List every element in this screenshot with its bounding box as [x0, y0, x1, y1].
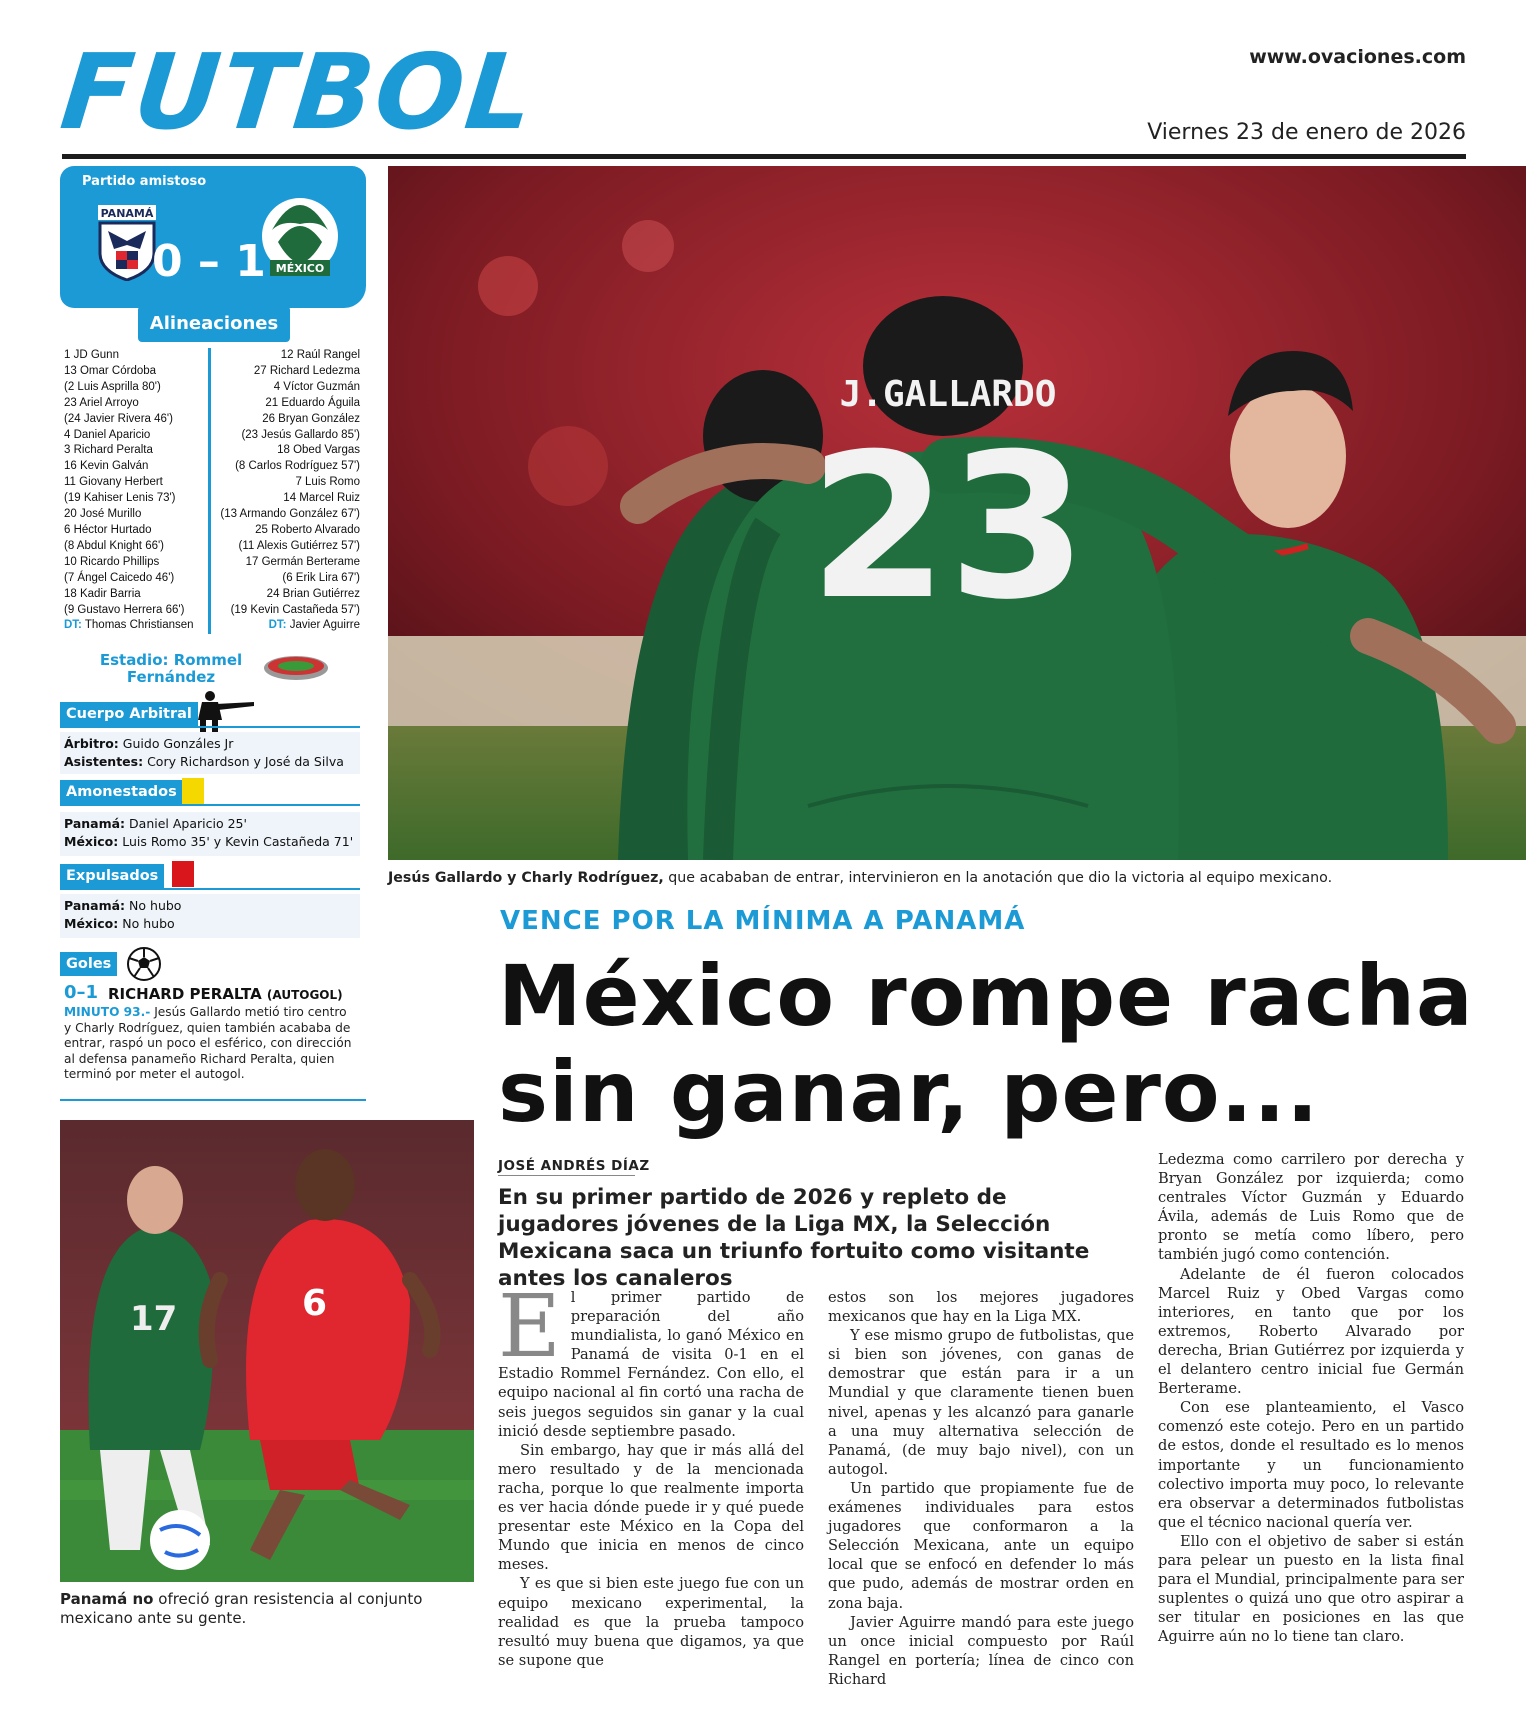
article-paragraph: Ello con el objetivo de saber si están para pelear un puesto en la lista final para el Mundial, principalmente para ser suplentes o quizá uno que otro aspirar a ser titular en posiciones en las que Aguirre aún no lo tiene tan claro. [1158, 1532, 1464, 1646]
lineup-player: 4 Víctor Guzmán [273, 380, 360, 393]
scorer-name: RICHARD PERALTA [108, 985, 262, 1003]
lineup-player: 12 Raúl Rangel [280, 349, 360, 361]
jersey-number: 23 [808, 411, 1088, 644]
red-card-icon [172, 861, 194, 887]
lineup-player: (13 Armando González 67') [220, 508, 360, 521]
mexico-crest-label: MÉXICO [275, 262, 325, 275]
lineup-player: (24 Javier Rivera 46') [64, 412, 173, 425]
goal-minute: MINUTO 93.- [64, 1005, 151, 1019]
article-paragraph: Adelante de él fueron colocados Marcel Ruiz y Obed Vargas como interiores, en tanto que por los extremos, Roberto Alvarado por derecha, Brian Gutiérrez por izquierda y el delantero centro inicial fue Germán Berterame. [1158, 1265, 1464, 1398]
info-label: Árbitro: [64, 736, 119, 751]
article-paragraph: Ledezma como carrilero por derecha y Bryan González por izquierda; como centrales Víctor Guzmán y Eduardo Ávila, además de Luis Romo que de pronto se metía como líbero, pero también jugó como contención. [1158, 1151, 1464, 1264]
section-rule [60, 888, 360, 890]
lineup-player: 25 Roberto Alvarado [255, 523, 360, 536]
jersey-number-panama: 6 [302, 1283, 328, 1324]
lineup-player: 16 Kevin Galván [64, 460, 149, 473]
section-rule [60, 726, 360, 728]
article-column-1 [498, 1277, 804, 1670]
lineup-player: (8 Carlos Rodríguez 57') [235, 460, 360, 473]
info-label: Asistentes: [64, 754, 144, 769]
article-paragraph: Sin embargo, hay que ir más allá del mero resultado y de la mencionada racha, porque lo que realmente importa es ver hacia dónde puede ir y qué puede presentar este México en la Copa del Mundo que inicia en menos de cinco meses. [498, 1441, 804, 1574]
coach-label: DT: [64, 619, 82, 632]
stadium-icon [262, 652, 330, 682]
lineup-player: 14 Marcel Ruiz [283, 492, 360, 505]
yellow-cards-info [60, 812, 360, 856]
goal-description [64, 1005, 354, 1083]
lineup-player: (11 Alexis Gutiérrez 57') [238, 539, 360, 552]
coach-name: Thomas Christiansen [84, 619, 194, 632]
lineup-player: 26 Bryan González [262, 412, 360, 425]
home-lineup [64, 348, 211, 634]
article-kicker: VENCE POR LA MÍNIMA A PANAMÁ [500, 906, 1026, 936]
lineup-player: 18 Kadir Barria [64, 587, 141, 600]
info-label: Panamá: [64, 816, 126, 831]
lineup-player: 7 Luis Romo [295, 476, 360, 489]
main-photo-caption [388, 870, 1332, 886]
goal-score: 0–1 [64, 982, 99, 1003]
lineup-player: (9 Gustavo Herrera 66') [64, 603, 185, 616]
lineup-player: 20 José Murillo [64, 508, 142, 521]
away-coach [212, 618, 360, 634]
lineup-player: (7 Ángel Caicedo 46') [64, 571, 175, 584]
goal-text: Jesús Gallardo metió tiro centro y Charly Rodríguez, quien también acababa de entrar, raspó un poco el esférico, con dirección al defensa panameño Richard Peralta, quien terminó por meter el autogol. [64, 1005, 352, 1082]
lineup-player: 17 Germán Berterame [245, 555, 360, 568]
red-cards-info [60, 894, 360, 938]
article-column-2 [828, 1288, 1134, 1689]
away-lineup [212, 348, 360, 634]
referee-name: Guido Gonzáles Jr [122, 736, 234, 751]
red-away: No hubo [122, 916, 175, 931]
header-rule [62, 154, 1466, 159]
article-paragraph: Un partido que propiamente fue de exámenes individuales para estos jugadores que conformaron a la Selección Mexicana, ante un equipo local que se enfocó en defender lo más que pudo, además de mostrar orden en zona baja. [828, 1479, 1134, 1612]
info-label: México: [64, 916, 119, 931]
final-score: 0 – 1 [152, 236, 266, 287]
second-photo-caption [60, 1590, 470, 1628]
section-rule [60, 1099, 366, 1101]
article-deck: En su primer partido de 2026 y repleto de jugadores jóvenes de la Liga MX, la Selección Mexicana saca un triunfo fortuito como visitante antes los canaleros [498, 1185, 1090, 1291]
soccer-ball-icon [126, 946, 162, 982]
panama-crest-label: PANAMÁ [100, 207, 154, 220]
red-home: No hubo [129, 898, 182, 913]
second-photo [60, 1120, 474, 1582]
assistants-names: Cory Richardson y José da Silva [147, 754, 344, 769]
lineup-player: 1 JD Gunn [64, 349, 119, 361]
yellow-cards-title: Amonestados [60, 780, 183, 804]
info-label: México: [64, 834, 119, 849]
lineup-player: (6 Erik Lira 67') [282, 571, 360, 584]
jersey-name: J.GALLARDO [839, 374, 1057, 415]
main-photo-illustration [388, 166, 1526, 860]
caption-text: que acababan de entrar, intervinieron en la anotación que dio la victoria al equipo mexicano. [668, 870, 1333, 886]
lineups-tab: Alineaciones [138, 306, 290, 342]
yellow-card-icon [182, 778, 204, 804]
lineup-player: (2 Luis Asprilla 80') [64, 380, 161, 393]
coach-name: Javier Aguirre [289, 619, 360, 632]
mexico-crest-icon [258, 190, 342, 282]
article-paragraph: estos son los mejores jugadores mexicanos que hay en la Liga MX. [828, 1289, 1134, 1326]
coach-label: DT: [268, 619, 287, 632]
lineup-player: 24 Brian Gutiérrez [266, 587, 360, 600]
lineup-player: 27 Richard Ledezma [253, 364, 360, 377]
lineup-player: (8 Abdul Knight 66') [64, 539, 165, 552]
article-paragraph: Javier Aguirre mandó para este juego un once inicial compuesto por Raúl Rangel en portería; línea de cinco con Richard [828, 1613, 1134, 1688]
article-paragraph: Y es que si bien este juego fue con un equipo mexicano experimental, la realidad es que la prueba tampoco resultó muy buena que digamos, ya que se supone que [498, 1575, 804, 1669]
lineup-player: (19 Kevin Castañeda 57') [230, 603, 360, 616]
stadium-line: Estadio: Rommel [99, 651, 243, 669]
article-paragraph: Con ese planteamiento, el Vasco comenzó este cotejo. Pero en un partido de estos, donde el resultado es lo menos importante y un funcionamiento colectivo importa muy poco, lo relevante era observar a determinados futbolistas que el técnico nacional quería ver. [1158, 1399, 1464, 1531]
own-goal-note: (AUTOGOL) [266, 988, 343, 1002]
article-paragraph: l primer partido de preparación del año mundialista, lo ganó México en Panamá de visita 0-1 en el Estadio Rommel Fernández. Con ello, el equipo nacional al fin cortó una racha de seis juegos seguidos sin ganar y la cual inició desde septiembre pasado. [498, 1289, 804, 1440]
stadium-info [98, 652, 244, 686]
lineup-player: (23 Jesús Gallardo 85') [241, 428, 360, 441]
lineup-player: 11 Giovany Herbert [64, 476, 163, 489]
article-column-3 [1158, 1150, 1464, 1646]
lineup-player: 10 Ricardo Phillips [64, 555, 160, 568]
lineup-player: 18 Obed Vargas [277, 444, 360, 457]
lineup-player: 13 Omar Córdoba [64, 364, 157, 377]
goal-scorer [108, 985, 343, 1003]
red-cards-title: Expulsados [60, 864, 164, 888]
article-author: JOSÉ ANDRÉS DÍAZ [498, 1158, 650, 1174]
caption-bold: Jesús Gallardo y Charly Rodríguez, [388, 870, 664, 886]
caption-text: ofreció gran resistencia al conjunto mexicano ante su gente. [60, 1590, 423, 1627]
section-title: FUTBOL [55, 31, 541, 153]
panama-crest-icon [94, 205, 160, 281]
author-rule [498, 1175, 635, 1176]
goals-title: Goles [60, 952, 117, 976]
stadium-line: Fernández [126, 668, 216, 686]
jersey-number-mexico: 17 [130, 1299, 178, 1339]
lineup-player: 6 Héctor Hurtado [64, 523, 152, 536]
drop-cap: E [498, 1277, 561, 1377]
article-paragraph: Y ese mismo grupo de futbolistas, que si bien son jóvenes, con ganas de demostrar que están para ir a un Mundial y que claramente tienen buen nivel, apenas y les alcanzó para ganarle a una muy alternativa selección de Panamá, (de muy bajo nivel), con un autogol. [828, 1327, 1134, 1478]
info-label: Panamá: [64, 898, 126, 913]
referees-title: Cuerpo Arbitral [60, 702, 198, 726]
match-type: Partido amistoso [82, 174, 207, 189]
main-photo [388, 166, 1526, 860]
lineup-player: (19 Kahiser Lenis 73') [64, 492, 176, 505]
lineup-player: 23 Ariel Arroyo [64, 396, 139, 409]
second-photo-illustration [60, 1120, 474, 1582]
site-url[interactable]: www.ovaciones.com [1249, 46, 1466, 68]
issue-date: Viernes 23 de enero de 2026 [1147, 120, 1466, 145]
lineup-player: 21 Eduardo Águila [265, 396, 360, 409]
lineup-player: 4 Daniel Aparicio [64, 428, 151, 441]
article-headline: México rompe racha sin ganar, pero... [498, 947, 1474, 1141]
section-rule [60, 804, 360, 806]
referees-info [60, 732, 360, 774]
lineup-player: 3 Richard Peralta [64, 444, 153, 457]
home-coach [64, 618, 204, 634]
yellow-away: Luis Romo 35' y Kevin Castañeda 71' [122, 834, 354, 849]
yellow-home: Daniel Aparicio 25' [129, 816, 247, 831]
caption-bold: Panamá no [60, 1590, 154, 1608]
